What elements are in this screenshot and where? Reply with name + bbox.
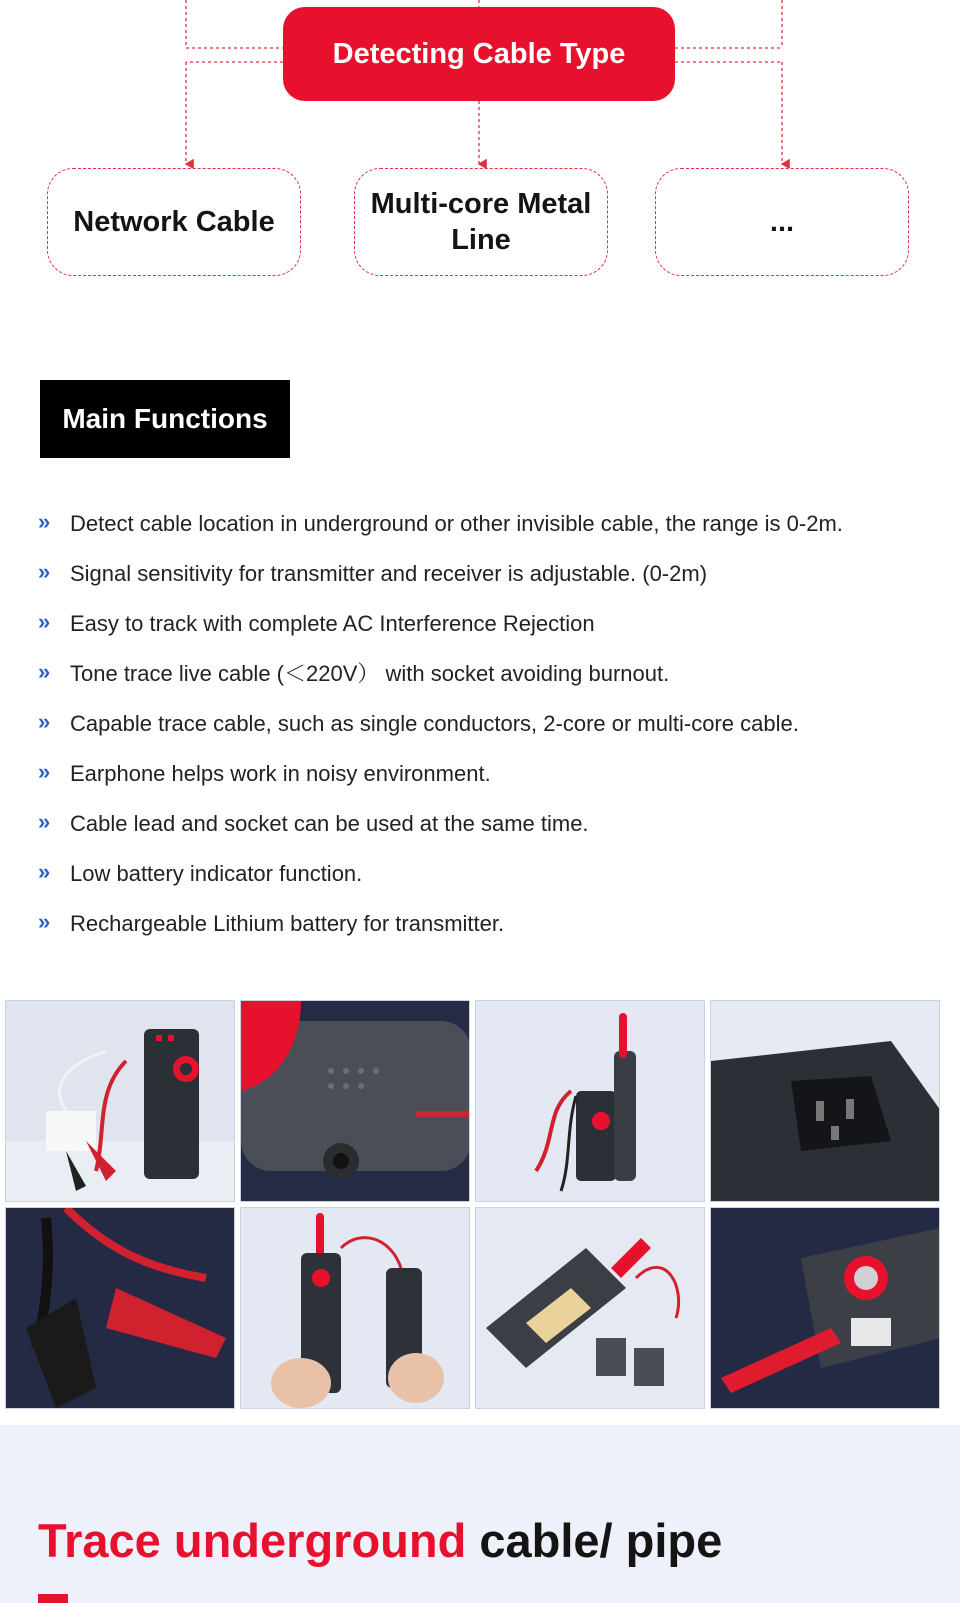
transmitter-with-probe-photo: [475, 1000, 705, 1202]
double-chevron-right-icon: »: [38, 559, 51, 584]
type-network-cable: Network Cable: [47, 168, 301, 276]
battery-compartment-photo: [475, 1207, 705, 1409]
double-chevron-right-icon: »: [38, 909, 51, 934]
main-functions-heading: Main Functions: [40, 380, 290, 458]
title-rest: cable/ pipe: [466, 1514, 723, 1567]
accent-bar: [38, 1594, 68, 1603]
trace-underground-title: [38, 1513, 722, 1569]
feature-text: Signal sensitivity for transmitter and receiver is adjustable. (0-2m): [70, 561, 708, 586]
feature-text: Cable lead and socket can be used at the same time.: [70, 811, 589, 836]
feature-item: [38, 810, 938, 860]
feature-item: [38, 710, 938, 760]
double-chevron-right-icon: »: [38, 609, 51, 634]
type-more: ...: [655, 168, 909, 276]
feature-item: [38, 610, 938, 660]
type-multi-core-metal-line: Multi-core Metal Line: [354, 168, 608, 276]
double-chevron-right-icon: »: [38, 659, 51, 684]
receiver-with-charger-photo: [5, 1000, 235, 1202]
feature-text: Earphone helps work in noisy environment.: [70, 761, 491, 786]
feature-text: Capable trace cable, such as single conductors, 2-core or multi-core cable.: [70, 711, 799, 736]
double-chevron-right-icon: »: [38, 509, 51, 534]
feature-item: [38, 660, 938, 710]
feature-text: Detect cable location in underground or other invisible cable, the range is 0-2m.: [70, 511, 843, 536]
feature-item: [38, 510, 938, 560]
title-highlight: Trace underground: [38, 1514, 467, 1567]
feature-item: [38, 560, 938, 610]
feature-item: [38, 910, 938, 960]
feature-text: Easy to track with complete AC Interference Rejection: [70, 611, 595, 636]
cable-type-diagram: [0, 0, 960, 300]
double-chevron-right-icon: »: [38, 759, 51, 784]
detecting-cable-type-label: Detecting Cable Type: [283, 7, 675, 101]
device-closeup-switch-photo: [240, 1000, 470, 1202]
feature-text: Tone trace live cable (＜220V） with socket avoiding burnout.: [70, 661, 670, 686]
feature-item: [38, 860, 938, 910]
feature-item: [38, 760, 938, 810]
power-socket-closeup-photo: [710, 1000, 940, 1202]
hands-holding-devices-photo: [240, 1207, 470, 1409]
feature-text: Rechargeable Lithium battery for transmitter.: [70, 911, 505, 936]
double-chevron-right-icon: »: [38, 859, 51, 884]
alligator-clips-photo: [5, 1207, 235, 1409]
probe-closeup-photo: [710, 1207, 940, 1409]
double-chevron-right-icon: »: [38, 809, 51, 834]
double-chevron-right-icon: »: [38, 709, 51, 734]
feature-text: Low battery indicator function.: [70, 861, 363, 886]
feature-list: [38, 510, 938, 960]
